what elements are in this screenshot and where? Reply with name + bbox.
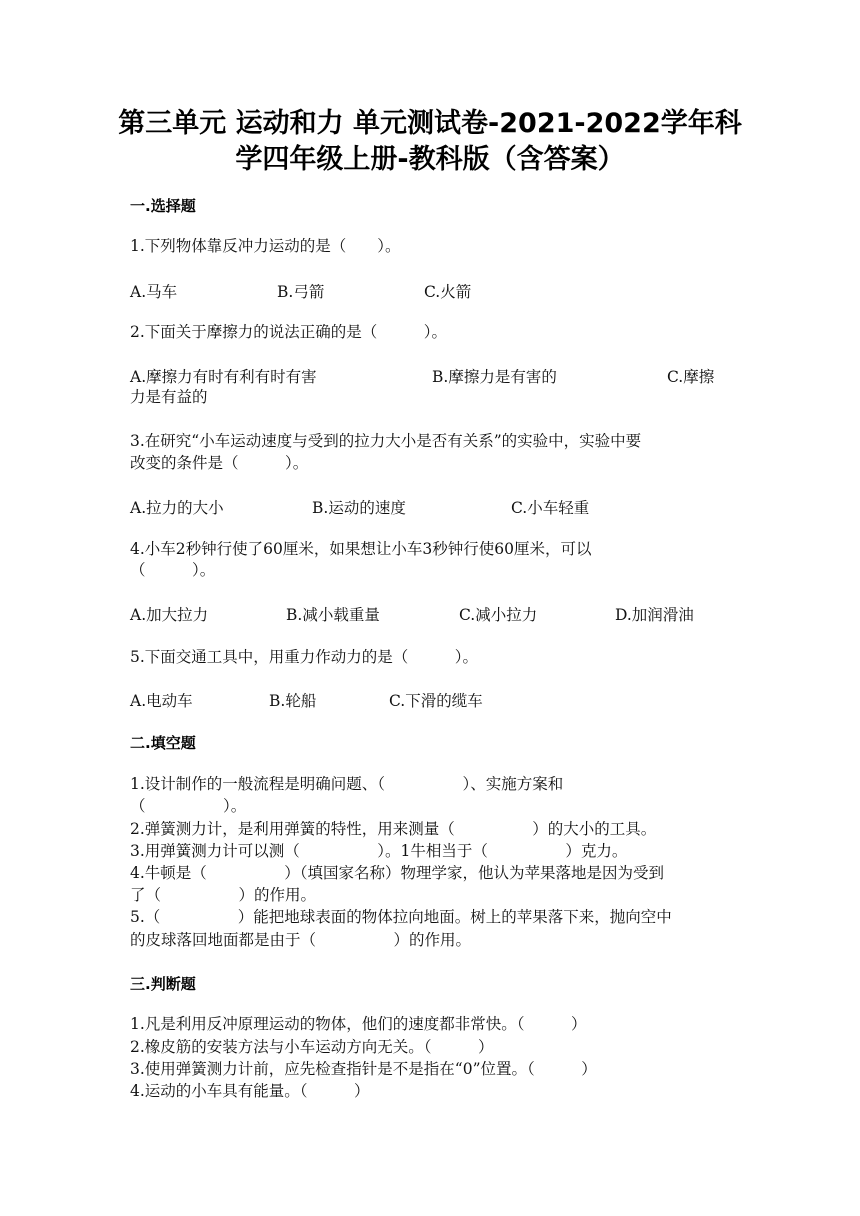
option-continuation: 力是有益的	[130, 388, 208, 406]
option-c: C.减小拉力	[459, 606, 538, 624]
fill-line: 2.弹簧测力计，是利用弹簧的特性，用来测量（ ）的大小的工具。	[130, 820, 657, 838]
fill-line: 的皮球落回地面都是由于（ ）的作用。	[130, 931, 472, 949]
question-stem: 4.小车2秒钟行使了60厘米，如果想让小车3秒钟行使60厘米，可以	[130, 540, 592, 558]
option-c: C.下滑的缆车	[389, 692, 483, 710]
question-stem: 5.下面交通工具中，用重力作动力的是（ ）。	[130, 648, 479, 666]
section-heading-choice: 一.选择题	[130, 197, 196, 215]
fill-line: （ ）。	[130, 797, 247, 815]
section-heading-fill: 二.填空题	[130, 734, 196, 752]
option-b: B.摩擦力是有害的	[432, 368, 557, 386]
option-c: C.摩擦	[667, 368, 715, 386]
question-stem-continued: （ ）。	[130, 561, 216, 579]
judge-line: 1.凡是利用反冲原理运动的物体，他们的速度都非常快。（ ）	[130, 1015, 587, 1033]
title-line-1: 第三单元 运动和力 单元测试卷-2021-2022学年科	[118, 108, 742, 139]
option-a: A.电动车	[130, 692, 193, 710]
section-heading-judge: 三.判断题	[130, 975, 196, 993]
option-b: B.弓箭	[277, 283, 325, 301]
option-c: C.小车轻重	[511, 499, 590, 517]
title-line-2: 学四年级上册-教科版（含答案）	[235, 144, 625, 175]
option-c: C.火箭	[424, 283, 472, 301]
question-stem: 2.下面关于摩擦力的说法正确的是（ ）。	[130, 323, 448, 341]
fill-line: 了（ ）的作用。	[130, 886, 317, 904]
question-stem: 3.在研究“小车运动速度与受到的拉力大小是否有关系”的实验中，实验中要	[130, 432, 642, 450]
fill-line: 4.牛顿是（ ）（填国家名称）物理学家，他认为苹果落地是因为受到	[130, 864, 665, 882]
fill-line: 5.（ ）能把地球表面的物体拉向地面。树上的苹果落下来，抛向空中	[130, 908, 672, 926]
option-a: A.马车	[130, 283, 178, 301]
option-b: B.运动的速度	[312, 499, 406, 517]
question-stem-continued: 改变的条件是（ ）。	[130, 454, 309, 472]
judge-line: 4.运动的小车具有能量。（ ）	[130, 1082, 370, 1100]
option-a: A.加大拉力	[130, 606, 209, 624]
judge-line: 3.使用弹簧测力计前，应先检查指针是不是指在“0”位置。（ ）	[130, 1060, 597, 1078]
option-b: B.减小载重量	[286, 606, 380, 624]
option-a: A.拉力的大小	[130, 499, 224, 517]
question-stem: 1.下列物体靠反冲力运动的是（ ）。	[130, 237, 401, 255]
fill-line: 3.用弹簧测力计可以测（ ）。1牛相当于（ ）克力。	[130, 842, 628, 860]
option-d: D.加润滑油	[615, 606, 694, 624]
option-b: B.轮船	[269, 692, 317, 710]
fill-line: 1.设计制作的一般流程是明确问题、（ ）、实施方案和	[130, 775, 564, 793]
judge-line: 2.橡皮筋的安装方法与小车运动方向无关。（ ）	[130, 1038, 494, 1056]
option-a: A.摩擦力有时有利有时有害	[130, 368, 317, 386]
